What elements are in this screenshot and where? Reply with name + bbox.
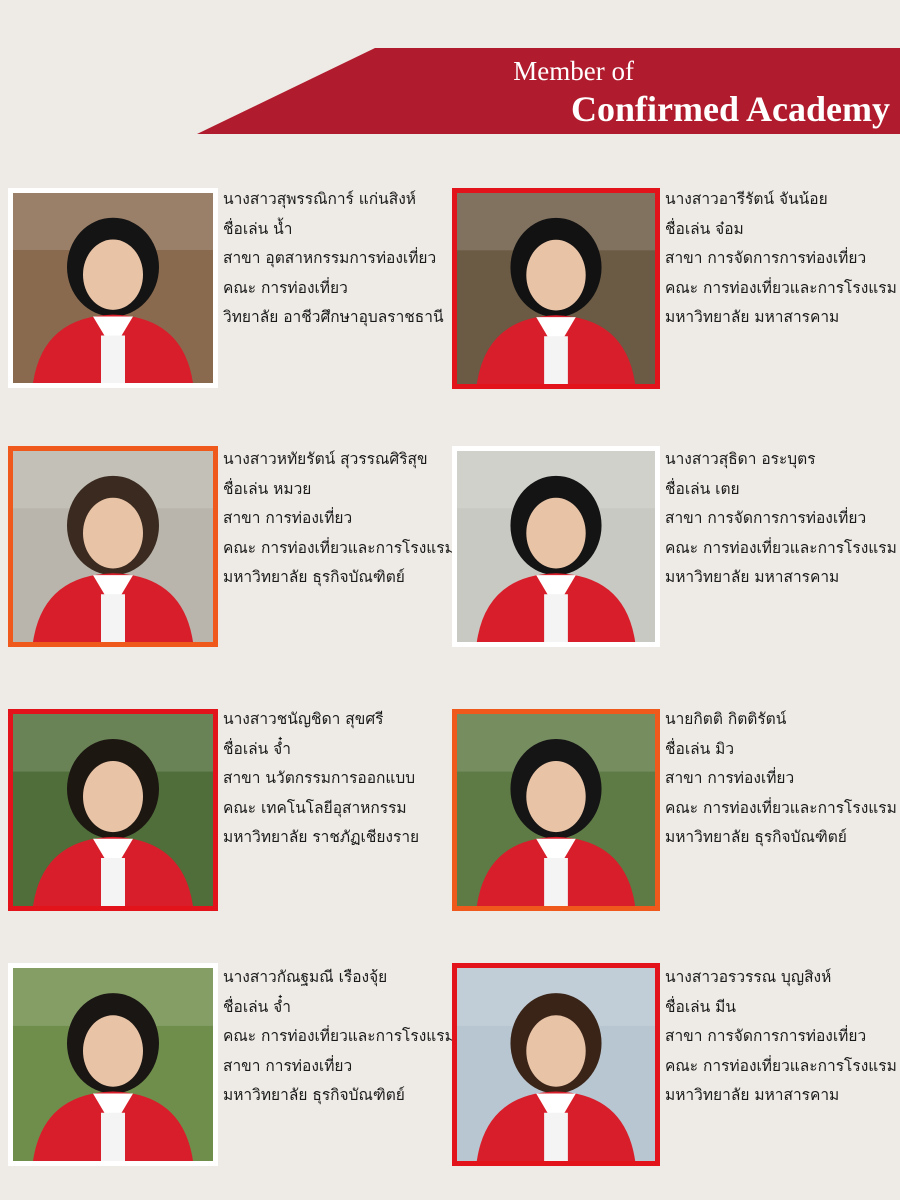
member-name: นางสาวกัณฐมณี เรืองจุ้ย bbox=[223, 968, 388, 986]
member-info bbox=[665, 445, 897, 593]
member-nickname: ชื่อเล่น จ๋ำ bbox=[223, 997, 291, 1016]
member-info bbox=[223, 963, 455, 1111]
member-detail-line: คณะ การท่องเที่ยวและการโรงแรม bbox=[223, 1027, 455, 1045]
member-detail-line: คณะ การท่องเที่ยวและการโรงแรม bbox=[665, 538, 897, 557]
member-photo bbox=[8, 963, 218, 1166]
member-detail-line: มหาวิทยาลัย ธุรกิจบัณฑิตย์ bbox=[223, 568, 405, 586]
member-detail-line: มหาวิทยาลัย ธุรกิจบัณฑิตย์ bbox=[665, 828, 847, 846]
member-info bbox=[665, 185, 897, 333]
member-detail-line: สาขา การจัดการการท่องเที่ยว bbox=[665, 1027, 867, 1045]
member-photo bbox=[452, 963, 660, 1166]
member-name: นายกิตติ กิตติรัตน์ bbox=[665, 710, 787, 728]
member-detail-line: คณะ การท่องเที่ยวและการโรงแรม bbox=[223, 538, 455, 557]
member-nickname: ชื่อเล่น จ๋อม bbox=[665, 219, 744, 238]
member-detail-line: สาขา การท่องเที่ยว bbox=[665, 769, 795, 787]
header-line1: Member of bbox=[513, 56, 634, 86]
member-photo bbox=[8, 709, 218, 911]
member-name: นางสาวชนัญชิดา สุขศรี bbox=[223, 710, 384, 728]
member-detail-line: คณะ การท่องเที่ยวและการโรงแรม bbox=[665, 278, 897, 297]
member-name: นางสาวหทัยรัตน์ สุวรรณศิริสุข bbox=[223, 450, 428, 468]
member-name: นางสาวอรวรรณ บุญสิงห์ bbox=[665, 968, 832, 986]
member-detail-line: มหาวิทยาลัย มหาสารคาม bbox=[665, 308, 840, 326]
member-detail-line: คณะ เทคโนโลยีอุสาหกรรม bbox=[223, 798, 407, 817]
member-detail-line: คณะ การท่องเที่ยวและการโรงแรม bbox=[665, 798, 897, 817]
header-banner bbox=[0, 48, 900, 136]
member-info bbox=[665, 705, 897, 853]
member-detail-line: มหาวิทยาลัย มหาสารคาม bbox=[665, 568, 840, 586]
member-info bbox=[223, 445, 455, 593]
member-detail-line: สาขา การจัดการการท่องเที่ยว bbox=[665, 509, 867, 527]
member-name: นางสาวสุพรรณิการ์ แก่นสิงห์ bbox=[223, 190, 417, 208]
member-photo bbox=[452, 188, 660, 389]
member-detail-line: คณะ การท่องเที่ยว bbox=[223, 278, 348, 297]
member-photo bbox=[452, 446, 660, 647]
member-name: นางสาวอารีรัตน์ จันน้อย bbox=[665, 190, 828, 208]
member-detail-line: วิทยาลัย อาชีวศึกษาอุบลราชธานี bbox=[223, 308, 444, 326]
member-name: นางสาวสุธิดา อระบุตร bbox=[665, 450, 816, 468]
member-detail-line: มหาวิทยาลัย ราชภัฏเชียงราย bbox=[223, 828, 420, 846]
member-nickname: ชื่อเล่น น้ำ bbox=[223, 219, 293, 238]
member-photo bbox=[8, 188, 218, 388]
member-info bbox=[665, 963, 897, 1111]
member-info bbox=[223, 185, 444, 333]
member-detail-line: มหาวิทยาลัย มหาสารคาม bbox=[665, 1086, 840, 1104]
member-photo bbox=[452, 709, 660, 911]
member-nickname: ชื่อเล่น มิว bbox=[665, 739, 735, 758]
member-detail-line: มหาวิทยาลัย ธุรกิจบัณฑิตย์ bbox=[223, 1086, 405, 1104]
member-nickname: ชื่อเล่น หมวย bbox=[223, 479, 312, 498]
member-photo bbox=[8, 446, 218, 647]
member-detail-line: คณะ การท่องเที่ยวและการโรงแรม bbox=[665, 1056, 897, 1075]
member-detail-line: สาขา นวัตกรรมการออกแบบ bbox=[223, 769, 416, 787]
member-detail-line: สาขา อุตสาหกรรมการท่องเที่ยว bbox=[223, 249, 437, 267]
member-info bbox=[223, 705, 419, 853]
member-nickname: ชื่อเล่น มีน bbox=[665, 997, 736, 1016]
member-detail-line: สาขา การจัดการการท่องเที่ยว bbox=[665, 249, 867, 267]
member-nickname: ชื่อเล่น จ๋ำ bbox=[223, 739, 291, 758]
member-detail-line: สาขา การท่องเที่ยว bbox=[223, 509, 353, 527]
member-nickname: ชื่อเล่น เตย bbox=[665, 479, 740, 498]
member-detail-line: สาขา การท่องเที่ยว bbox=[223, 1056, 353, 1075]
header-title: Confirmed Academy bbox=[571, 89, 890, 129]
